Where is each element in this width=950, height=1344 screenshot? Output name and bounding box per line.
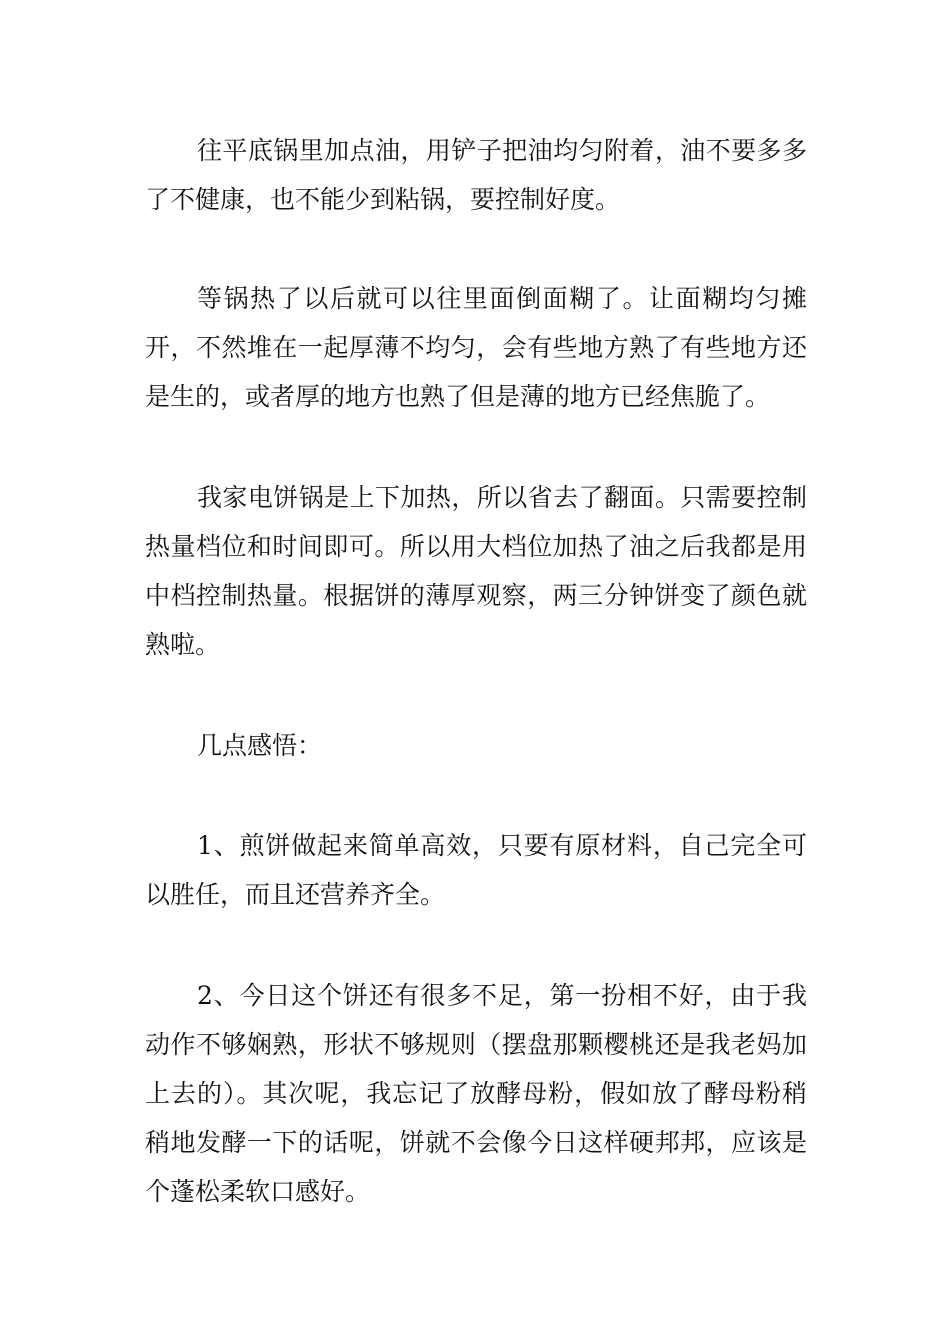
paragraph-electric-pan: 我家电饼锅是上下加热，所以省去了翻面。只需要控制热量档位和时间即可。所以用大档位加热了油之后我都是用中档控制热量。根据饼的薄厚观察，两三分钟饼变了颜色就熟啦。 [145, 483, 807, 659]
paragraph-reflection-2: 2、今日这个饼还有很多不足，第一扮相不好，由于我动作不够娴熟，形状不够规则（摆盘那颗樱桃还是我老妈加上去的）。其次呢，我忘记了放酵母粉，假如放了酵母粉稍稍地发酵一下的话呢，饼就不会像今日这样硬邦邦，应该是个蓬松柔软口感好。 [145, 981, 807, 1206]
paragraph-reflections-heading: 几点感悟： [197, 731, 323, 760]
paragraph-reflection-1: 1、煎饼做起来简单高效，只要有原材料，自己完全可以胜任，而且还营养齐全。 [145, 831, 807, 909]
paragraph-oil-pan: 往平底锅里加点油，用铲子把油均匀附着，油不要多多了不健康，也不能少到粘锅，要控制好度。 [145, 136, 807, 214]
paragraph-pour-batter: 等锅热了以后就可以往里面倒面糊了。让面糊均匀摊开，不然堆在一起厚薄不均匀，会有些地方熟了有些地方还是生的，或者厚的地方也熟了但是薄的地方已经焦脆了。 [145, 284, 807, 411]
